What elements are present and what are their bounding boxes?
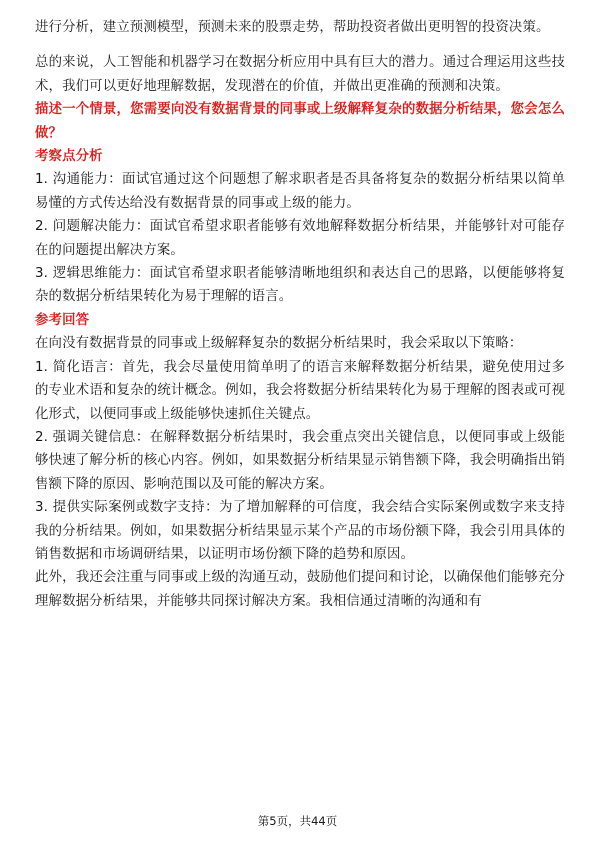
analysis-item: 1. 沟通能力：面试官通过这个问题想了解求职者是否具备将复杂的数据分析结果以简单易懂的方式传达给没有数据背景的同事或上级的能力。 — [35, 172, 565, 211]
page-number: 第5页，共44页 — [257, 814, 338, 828]
analysis-item: 2. 问题解决能力：面试官希望求职者能够有效地解释数据分析结果，并能够针对可能存在的问题提出解决方案。 — [35, 219, 565, 258]
page-content — [35, 16, 565, 613]
answer-item: 3. 提供实际案例或数字支持：为了增加解释的可信度，我会结合实际案例或数字来支持我的分析结果。例如，如果数据分析结果显示某个产品的市场份额下降，我会引用具体的销售数据和市场调研结果，以证明市场份额下降的趋势和原因。 — [35, 500, 565, 562]
answer-heading: 参考回答 — [35, 312, 90, 328]
intro-paragraph-1: 进行分析，建立预测模型，预测未来的股票走势，帮助投资者做出更明智的投资决策。 — [35, 20, 550, 35]
intro-paragraph-2: 总的来说，人工智能和机器学习在数据分析应用中具有巨大的潜力。通过合理运用这些技术，我们可以更好地理解数据，发现潜在的价值，并做出更准确的预测和决策。 — [35, 55, 565, 94]
answer-closing: 此外，我还会注重与同事或上级的沟通互动，鼓励他们提问和讨论，以确保他们能够充分理解数据分析结果，并能够共同探讨解决方案。我相信通过清晰的沟通和有 — [35, 570, 565, 609]
analysis-item: 3. 逻辑思维能力：面试官希望求职者能够清晰地组织和表达自己的思路，以便能够将复杂的数据分析结果转化为易于理解的语言。 — [35, 266, 565, 305]
answer-intro: 在向没有数据背景的同事或上级解释复杂的数据分析结果时，我会采取以下策略： — [35, 336, 523, 352]
answer-item: 1. 简化语言：首先，我会尽量使用简单明了的语言来解释数据分析结果，避免使用过多的专业术语和复杂的统计概念。例如，我会将数据分析结果转化为易于理解的图表或可视化形式，以便同事或上级能够快速抓住关键点。 — [35, 359, 565, 422]
analysis-heading: 考察点分析 — [35, 149, 103, 165]
interview-question: 描述一个情景，您需要向没有数据背景的同事或上级解释复杂的数据分析结果，您会怎么做？ — [35, 102, 565, 141]
answer-item: 2. 强调关键信息：在解释数据分析结果时，我会重点突出关键信息，以便同事或上级能够快速了解分析的核心内容。例如，如果数据分析结果显示销售额下降，我会明确指出销售额下降的原因、影响范围以及可能的解决方案。 — [35, 429, 565, 492]
